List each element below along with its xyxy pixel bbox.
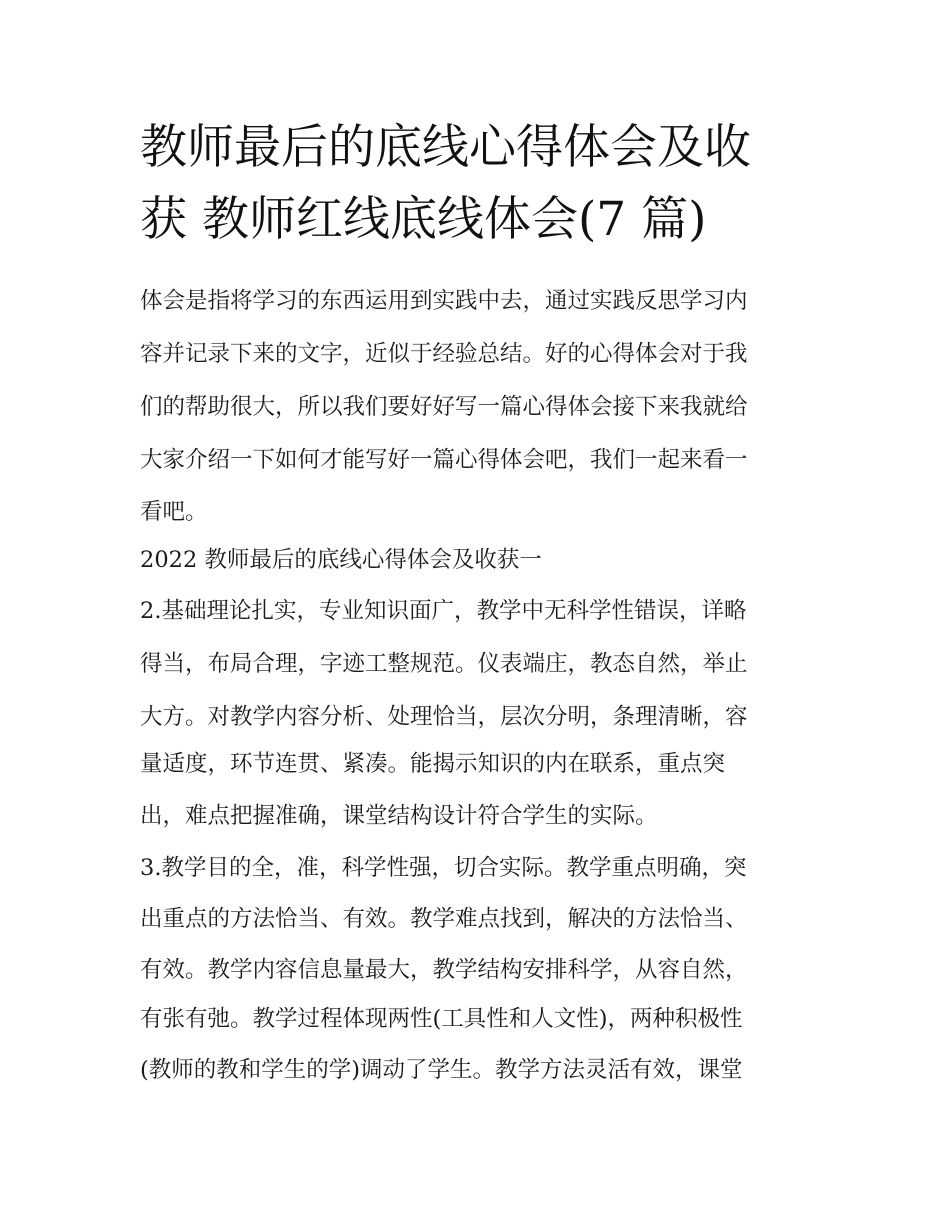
intro-line-4: 大家介绍一下如何才能写好一篇心得体会吧，我们一起来看一	[140, 447, 748, 473]
paragraph-2-line-5: 出，难点把握准确，课堂结构设计符合学生的实际。	[140, 803, 658, 829]
paragraph-3-line-4: 有张有弛。教学过程体现两性(工具性和人文性)，两种积极性	[140, 1006, 743, 1032]
intro-line-5: 看吧。	[140, 499, 208, 525]
paragraph-2-line-3: 大方。对教学内容分析、处理恰当，层次分明，条理清晰，容	[140, 704, 748, 730]
paragraph-3-line-5: (教师的教和学生的学)调动了学生。教学方法灵活有效，课堂	[140, 1057, 743, 1083]
title-line-2: 获 教师红线底线体会(7 篇)	[140, 192, 707, 247]
document-title	[140, 112, 840, 256]
intro-line-3: 们的帮助很大，所以我们要好好写一篇心得体会接下来我就给	[140, 394, 748, 420]
paragraph-3-line-1: 3.教学目的全，准，科学性强，切合实际。教学重点明确，突	[140, 855, 747, 881]
paragraph-2-line-1: 2.基础理论扎实，专业知识面广，教学中无科学性错误，详略	[140, 598, 747, 624]
paragraph-3-line-2: 出重点的方法恰当、有效。教学难点找到，解决的方法恰当、	[140, 906, 748, 932]
section-heading: 2022 教师最后的底线心得体会及收获一	[140, 547, 542, 573]
paragraph-2-line-4: 量适度，环节连贯、紧凑。能揭示知识的内在联系，重点突	[140, 751, 726, 777]
paragraph-3-line-3: 有效。教学内容信息量最大，教学结构安排科学，从容自然，	[140, 957, 748, 983]
intro-line-1: 体会是指将学习的东西运用到实践中去，通过实践反思学习内	[140, 288, 748, 314]
paragraph-2-line-2: 得当，布局合理，字迹工整规范。仪表端庄，教态自然，举止	[140, 651, 748, 677]
intro-line-2: 容并记录下来的文字，近似于经验总结。好的心得体会对于我	[140, 341, 748, 367]
title-line-1: 教师最后的底线心得体会及收	[140, 120, 751, 175]
